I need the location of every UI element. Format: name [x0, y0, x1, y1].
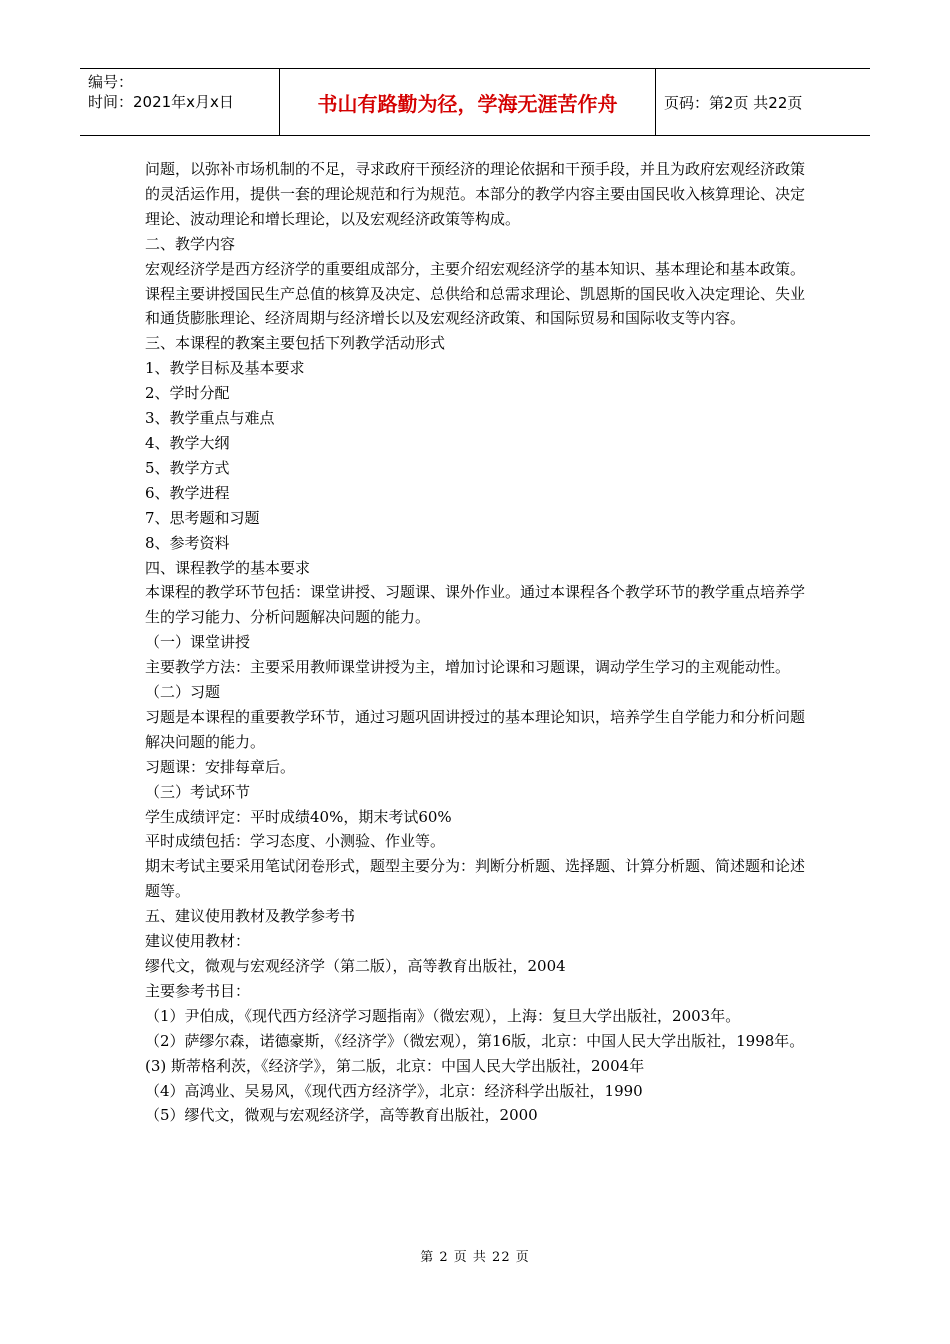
paragraph: 期末考试主要采用笔试闭卷形式，题型主要分为：判断分析题、选择题、计算分析题、简述题和论述题等。 — [145, 857, 806, 901]
paragraph: 本课程的教学环节包括：课堂讲授、习题课、课外作业。通过本课程各个教学环节的教学重点培养学生的学习能力、分析问题解决问题的能力。 — [145, 583, 806, 627]
document-number-label: 编号： — [88, 73, 134, 91]
list-item: 7、思考题和习题 — [145, 508, 260, 527]
header-motto: 书山有路勤为径，学海无涯苦作舟 — [280, 69, 656, 135]
reference-item: (3) 斯蒂格利茨，《经济学》，第二版，北京：中国人民大学出版社，2004年 — [145, 1056, 645, 1075]
document-body — [145, 157, 810, 1128]
list-item: 5、教学方式 — [145, 458, 230, 477]
header-page-number: 页码：第2页 共22页 — [664, 93, 803, 112]
section-heading: 四、课程教学的基本要求 — [145, 558, 311, 577]
reference-item: （2）萨缪尔森，诺德豪斯，《经济学》（微宏观），第16版，北京：中国人民大学出版社，1998年。 — [145, 1031, 805, 1050]
page-header — [80, 68, 870, 136]
document-date-label: 时间：2021年x月x日 — [88, 93, 234, 111]
subsection-heading: （三）考试环节 — [145, 782, 251, 801]
header-meta — [80, 69, 280, 135]
paragraph: 平时成绩包括：学习态度、小测验、作业等。 — [145, 832, 446, 851]
list-item: 3、教学重点与难点 — [145, 409, 275, 428]
section-heading: 三、本课程的教案主要包括下列教学活动形式 — [145, 334, 446, 353]
reference-item: （5）缪代文，微观与宏观经济学，高等教育出版社，2000 — [145, 1106, 538, 1125]
paragraph: 习题是本课程的重要教学环节，通过习题巩固讲授过的基本理论知识，培养学生自学能力和分析问题解决问题的能力。 — [145, 707, 806, 751]
section-heading: 二、教学内容 — [145, 234, 236, 253]
paragraph: 学生成绩评定：平时成绩40%，期末考试60% — [145, 807, 452, 826]
paragraph: 建议使用教材： — [145, 932, 251, 951]
reference-item: （1）尹伯成，《现代西方经济学习题指南》（微宏观），上海：复旦大学出版社，2003年。 — [145, 1006, 741, 1025]
list-item: 6、教学进程 — [145, 483, 230, 502]
list-item: 1、教学目标及基本要求 — [145, 359, 305, 378]
paragraph: 主要参考书目： — [145, 981, 251, 1000]
paragraph: 习题课：安排每章后。 — [145, 757, 296, 776]
paragraph: 问题，以弥补市场机制的不足，寻求政府干预经济的理论依据和干预手段，并且为政府宏观经济政策的灵活运作用，提供一套的理论规范和行为规范。本部分的教学内容主要由国民收入核算理论、决定理论、波动理论和增长理论，以及宏观经济政策等构成。 — [145, 160, 806, 228]
paragraph: 主要教学方法：主要采用教师课堂讲授为主，增加讨论课和习题课，调动学生学习的主观能动性。 — [145, 658, 791, 677]
section-heading: 五、建议使用教材及教学参考书 — [145, 907, 356, 926]
list-item: 2、学时分配 — [145, 384, 230, 403]
page-footer: 第 2 页 共 22 页 — [420, 1250, 530, 1265]
subsection-heading: （一）课堂讲授 — [145, 633, 251, 652]
reference-item: 缪代文，微观与宏观经济学（第二版），高等教育出版社，2004 — [145, 957, 566, 975]
list-item: 8、参考资料 — [145, 533, 230, 552]
subsection-heading: （二）习题 — [145, 683, 221, 702]
list-item: 4、教学大纲 — [145, 433, 230, 452]
paragraph: 宏观经济学是西方经济学的重要组成部分，主要介绍宏观经济学的基本知识、基本理论和基本政策。课程主要讲授国民生产总值的核算及决定、总供给和总需求理论、凯恩斯的国民收入决定理论、失业和通货膨胀理论、经济周期与经济增长以及宏观经济政策、和国际贸易和国际收支等内容。 — [145, 259, 806, 328]
reference-item: （4）高鸿业、吴易风，《现代西方经济学》，北京：经济科学出版社，1990 — [145, 1081, 643, 1100]
